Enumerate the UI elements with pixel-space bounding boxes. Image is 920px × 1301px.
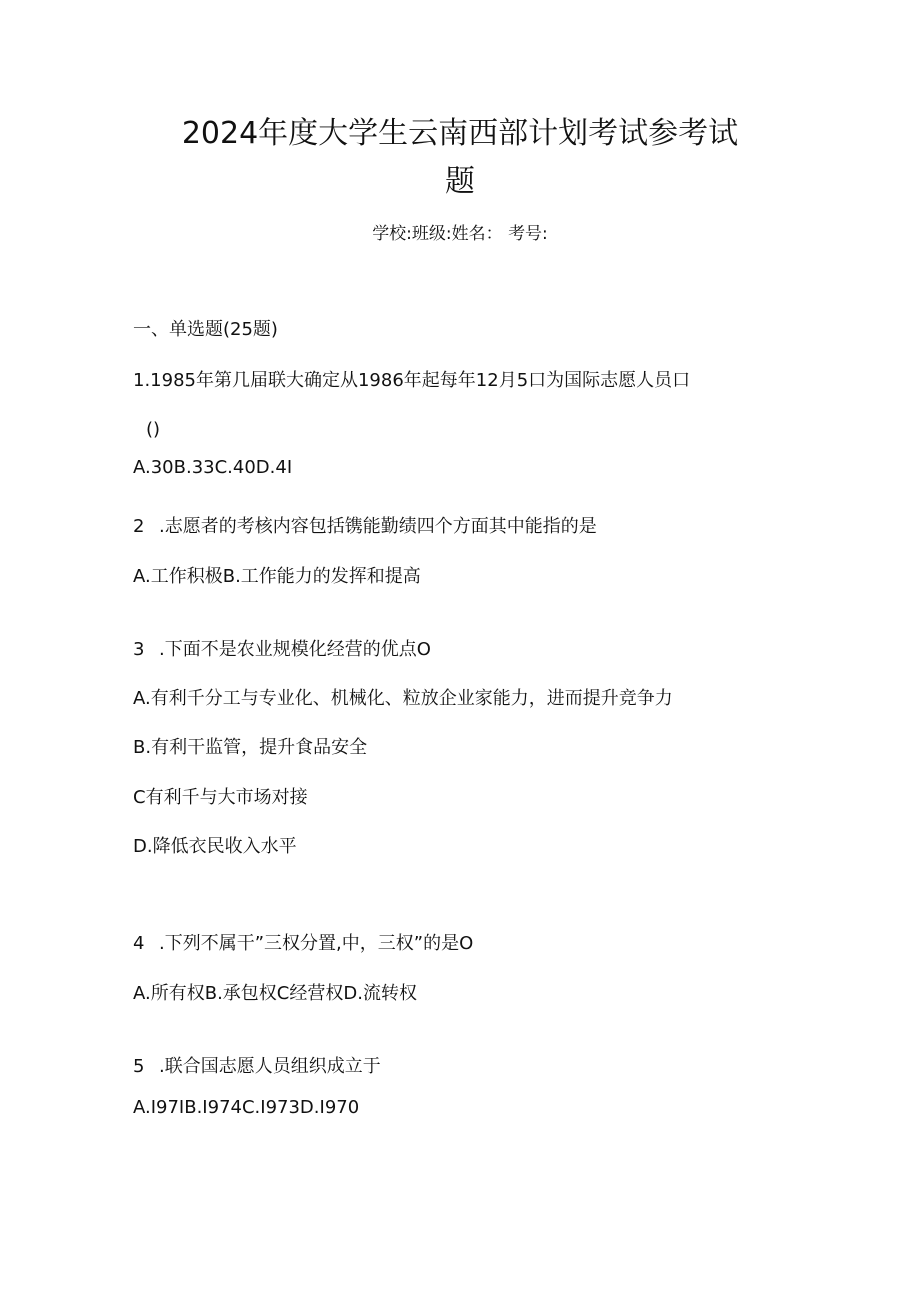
question-4-stem (133, 932, 473, 956)
question-5-text: .联合国志愿人员组织成立于 (159, 1056, 381, 1077)
question-3-option-d: D.降低衣民收入水平 (133, 836, 297, 857)
question-2-number: 2 (133, 516, 145, 537)
question-1-stem-cont: () (146, 419, 161, 440)
exam-number-label: 考号: (508, 224, 548, 244)
question-4-text: .下列不属干”三权分置,中，三权”的是O (159, 933, 474, 954)
question-3-option-b: B.有利干监管，提升食品安全 (133, 737, 368, 758)
question-2-stem (133, 515, 597, 539)
question-3-number: 3 (133, 639, 145, 660)
question-1-options: A.30B.33C.40D.4I (133, 457, 293, 478)
document-title-line2: 题 (445, 164, 475, 199)
question-5-number: 5 (133, 1056, 145, 1077)
question-3-text: .下面不是农业规模化经营的优点O (159, 639, 431, 660)
question-3-option-c: C有利千与大市场对接 (133, 787, 308, 808)
question-2-text: .志愿者的考核内容包括镌能勤绩四个方面其中能指的是 (159, 516, 597, 537)
name-label: 姓名： (451, 224, 503, 244)
document-title-line1: 2024年度大学生云南西部计划考试参考试 (181, 116, 739, 151)
class-label: 班级: (411, 224, 452, 244)
question-3-option-a: A.有利千分工与专业化、机械化、粒放企业家能力，进而提升竞争力 (133, 688, 673, 709)
question-5-stem (133, 1055, 381, 1079)
question-1-stem: 1.1985年第几届联大确定从1986年起每年12月5口为国际志愿人员口 (133, 370, 691, 391)
question-3-stem (133, 638, 431, 662)
question-2-options: A.工作积极B.工作能力的发挥和提高 (133, 566, 421, 587)
question-5-options: A.I97IB.I974C.I973D.I970 (133, 1097, 360, 1118)
school-label: 学校: (372, 224, 412, 244)
section-heading: 一、单选题(25题) (133, 319, 278, 340)
student-info-line (0, 222, 920, 246)
question-4-options: A.所有权B.承包权C经营权D.流转权 (133, 983, 417, 1004)
question-4-number: 4 (133, 933, 145, 954)
